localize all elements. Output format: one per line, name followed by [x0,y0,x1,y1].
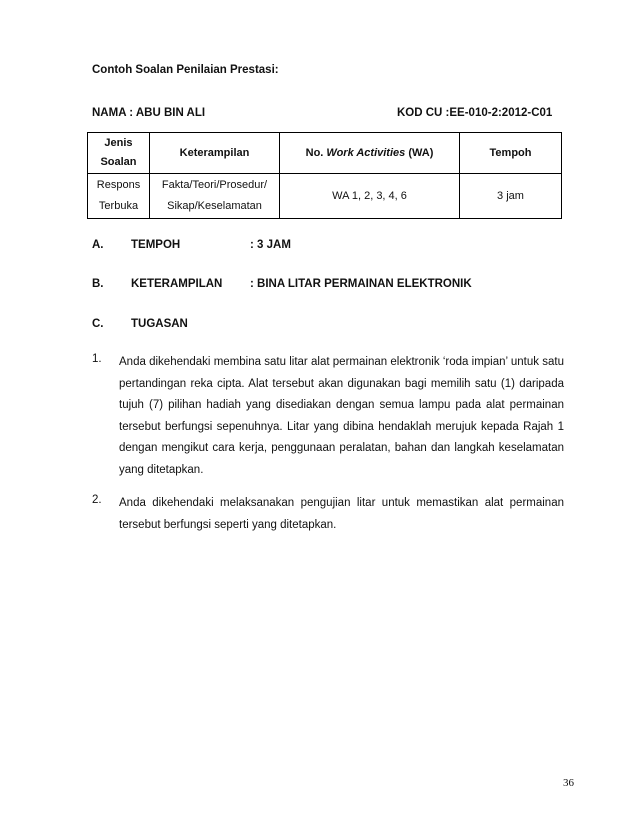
section-b-letter: B. [92,278,104,290]
section-b-title: KETERAMPILAN [131,278,223,290]
section-a-letter: A. [92,239,104,251]
header-keterampilan: Keterampilan [150,133,280,174]
task-item-1 [92,353,564,483]
document-heading: Contoh Soalan Penilaian Prestasi: [92,64,279,76]
section-c-letter: C. [92,318,104,330]
table-header-row [88,133,562,174]
task-item-text: Anda dikehendaki membina satu litar alat permainan elektronik ‘roda impian’ untuk satu pertandingan reka cipta. Alat tersebut akan digunakan bagi memilih satu (1) daripada tujuh (7) pilihan hadiah yang disediakan dengan semua lampu pada alat permainan tersebut berfungsi sepenuhnya. Litar yang dibina hendaklah merujuk kepada Rajah 1 dengan mengikut cara kerja, penggunaan peralatan, bahan dan langkah keselamatan yang ditetapkan. [119,356,564,476]
cell-work-activities: WA 1, 2, 3, 4, 6 [280,174,460,219]
section-a [92,239,562,255]
page-number: 36 [563,777,574,789]
cell-tempoh: 3 jam [460,174,562,219]
task-item-number: 1. [92,353,102,365]
section-c-title: TUGASAN [131,318,188,330]
table-row [88,174,562,219]
candidate-name: NAMA : ABU BIN ALI [92,107,206,119]
task-item-text: Anda dikehendaki melaksanakan pengujian litar untuk memastikan alat permainan tersebut berfungsi seperti yang ditetapkan. [119,497,564,531]
section-c [92,318,562,334]
section-b-value: : BINA LITAR PERMAINAN ELEKTRONIK [250,278,472,290]
task-item-number: 2. [92,494,102,506]
cell-keterampilan: Fakta/Teori/Prosedur/ Sikap/Keselamatan [150,174,280,219]
assessment-info-table [87,132,562,219]
header-tempoh: Tempoh [460,133,562,174]
section-b [92,278,562,294]
task-item-2 [92,494,564,544]
unit-code: KOD CU :EE-010-2:2012-C01 [397,107,553,119]
cell-jenis-soalan: Respons Terbuka [88,174,150,219]
header-work-activities: No. Work Activities (WA) [280,133,460,174]
header-jenis-soalan: Jenis Soalan [88,133,150,174]
section-a-title: TEMPOH [131,239,181,251]
section-a-value: : 3 JAM [250,239,291,251]
